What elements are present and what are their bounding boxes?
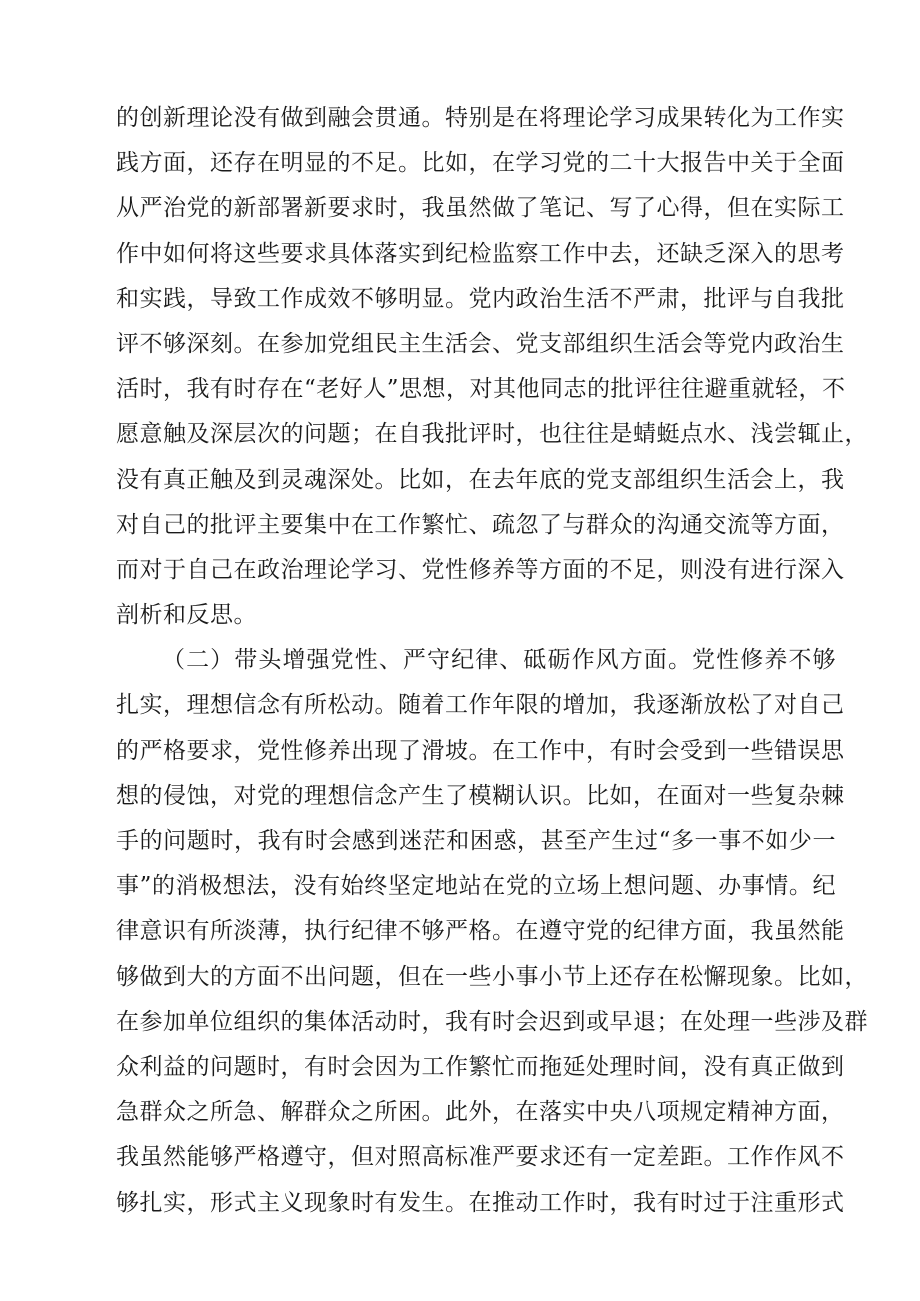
text-line: 而对于自己在政治理论学习、党性修养等方面的不足，则没有进行深入 bbox=[116, 556, 845, 583]
text-line: 活时，我有时存在“老好人”思想，对其他同志的批评往往避重就轻，不 bbox=[116, 376, 846, 403]
text-line: 愿意触及深层次的问题；在自我批评时，也往往是蜻蜓点水、浅尝辄止， bbox=[116, 421, 868, 448]
text-line: 践方面，还存在明显的不足。比如，在学习党的二十大报告中关于全面 bbox=[116, 150, 845, 177]
text-line: 作中如何将这些要求具体落实到纪检监察工作中去，还缺乏深入的思考 bbox=[116, 240, 845, 267]
text-line: 扎实，理想信念有所松动。随着工作年限的增加，我逐渐放松了对自己 bbox=[116, 692, 845, 719]
text-line: 手的问题时，我有时会感到迷茫和困惑，甚至产生过“多一事不如少一 bbox=[116, 828, 836, 854]
text-line: 剖析和反思。 bbox=[116, 602, 257, 629]
text-line: 对自己的批评主要集中在工作繁忙、疏忽了与群众的沟通交流等方面， bbox=[116, 511, 845, 538]
text-line: 够做到大的方面不出问题，但在一些小事小节上还存在松懈现象。比如， bbox=[116, 963, 868, 990]
text-line: 评不够深刻。在参加党组民主生活会、党支部组织生活会等党内政治生 bbox=[116, 330, 845, 357]
text-line: 急群众之所急、解群众之所困。此外，在落实中央八项规定精神方面， bbox=[116, 1099, 845, 1126]
text-line: 众利益的问题时，有时会因为工作繁忙而拖延处理时间，没有真正做到 bbox=[116, 1053, 845, 1080]
text-line: 律意识有所淡薄，执行纪律不够严格。在遵守党的纪律方面，我虽然能 bbox=[116, 918, 845, 945]
text-line: 和实践，导致工作成效不够明显。党内政治生活不严肃，批评与自我批 bbox=[116, 285, 845, 312]
text-line: 在参加单位组织的集体活动时，我有时会迟到或早退；在处理一些涉及群 bbox=[116, 1008, 868, 1035]
text-line: 够扎实，形式主义现象时有发生。在推动工作时，我有时过于注重形式 bbox=[116, 1189, 845, 1216]
text-line: 我虽然能够严格遵守，但对照高标准严要求还有一定差距。工作作风不 bbox=[116, 1144, 845, 1171]
document-body bbox=[116, 96, 868, 1226]
text-line: 从严治党的新部署新要求时，我虽然做了笔记、写了心得，但在实际工 bbox=[116, 195, 845, 222]
text-line: 想的侵蚀，对党的理想信念产生了模糊认识。比如，在面对一些复杂棘 bbox=[116, 782, 845, 809]
text-line: 的严格要求，党性修养出现了滑坡。在工作中，有时会受到一些错误思 bbox=[116, 737, 845, 764]
text-line: 没有真正触及到灵魂深处。比如，在去年底的党支部组织生活会上，我 bbox=[116, 466, 845, 493]
section-heading-line: （二）带头增强党性、严守纪律、砥砺作风方面。党性修养不够 bbox=[162, 647, 836, 674]
text-line: 事”的消极想法，没有始终坚定地站在党的立场上想问题、办事情。纪 bbox=[116, 873, 836, 900]
text-line: 的创新理论没有做到融会贯通。特别是在将理论学习成果转化为工作实 bbox=[116, 105, 845, 131]
